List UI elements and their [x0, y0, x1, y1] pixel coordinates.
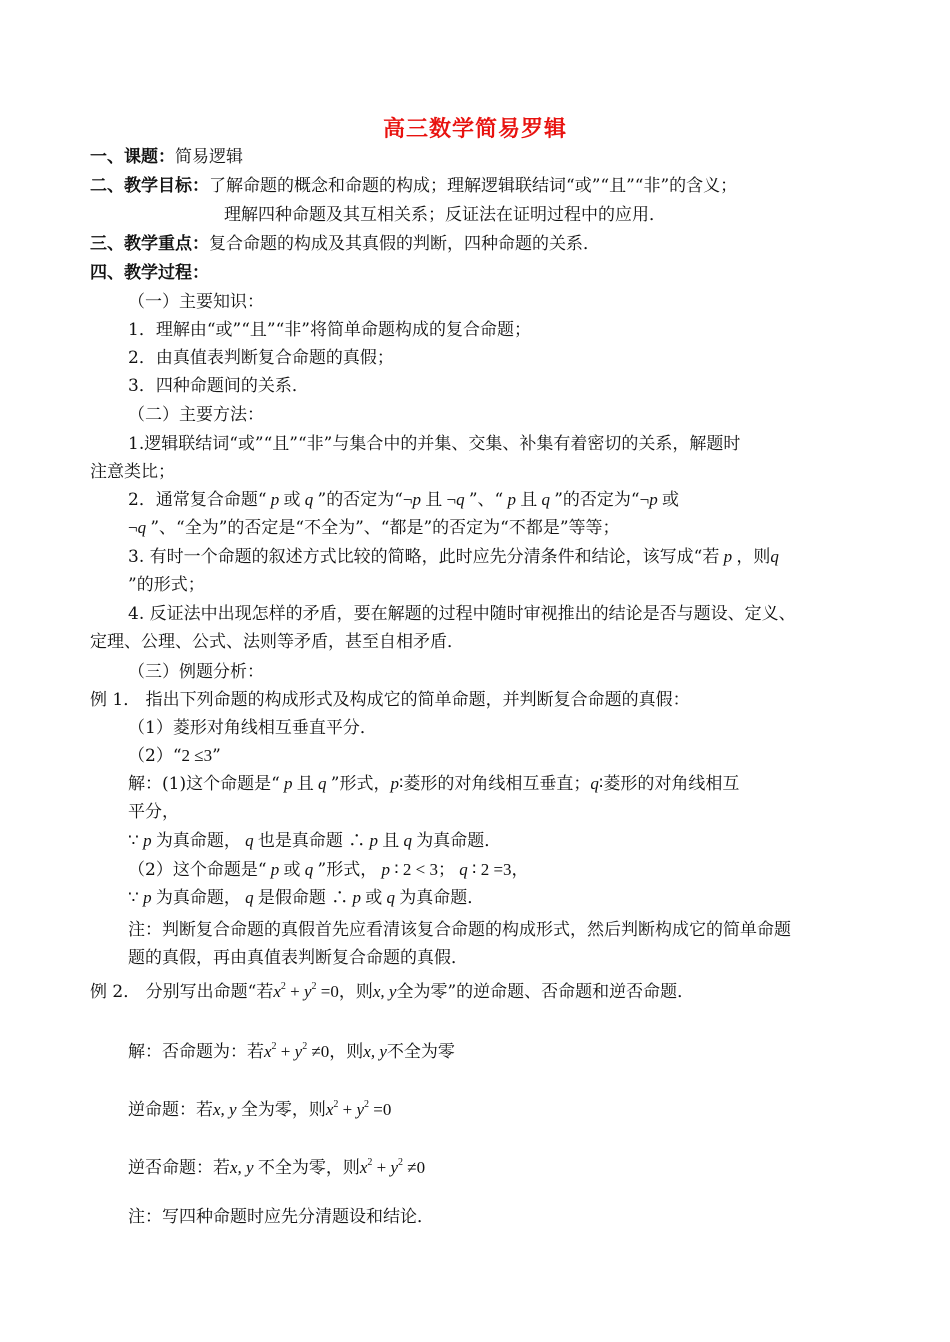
text-run: 且 — [296, 774, 314, 794]
math-expression: $x^2 + y^2 \ne 0$ — [264, 1041, 330, 1061]
text-run: 全为零”的逆命题、否命题和逆否命题． — [396, 982, 695, 1002]
section-label: 二、教学目标： — [90, 176, 209, 196]
section-text: 简易逻辑 — [175, 147, 243, 167]
subheading-methods: （二）主要方法： — [128, 405, 264, 425]
text-run: ， — [511, 860, 529, 880]
method-1-line2: 注意类比； — [90, 462, 175, 482]
math-expression: $x^2 + y^2 =0$ — [273, 981, 339, 1001]
text-run: ”、“全为”的否定是“不全为”、“都是”的否定为“不都是”等等； — [150, 518, 620, 538]
text-run: 2．通常复合命题“ — [128, 490, 267, 510]
text-run: 是假命题 ∴ — [257, 888, 349, 908]
text-run: ，则 — [329, 1042, 364, 1062]
method-3-line2: ”的形式； — [128, 575, 205, 595]
method-2-line2: ¬q ”、“全为”的否定是“不全为”、“都是”的否定为“不都是”等等； — [128, 518, 620, 538]
method-2-line1: 2．通常复合命题“ p 或 q ”的否定为“¬p 且 ¬q ”、“ p 且 q ”的否定为“¬p 或 — [128, 490, 679, 510]
text-run: ” — [212, 746, 221, 766]
method-4-line2: 定理、公理、公式、法则等矛盾，甚至自相矛盾． — [90, 632, 464, 652]
text-run: ，则 — [736, 547, 771, 567]
note-1-line1: 注：判断复合命题的真假首先应看清该复合命题的构成形式，然后判断构成它的简单命题 — [128, 920, 791, 940]
section-text: 了解命题的概念和命题的构成；理解逻辑联结词“或”“且”“非”的含义； — [209, 176, 738, 196]
subheading-knowledge: （一）主要知识： — [128, 292, 264, 312]
text-run: ∶菱形的对角线相互 — [598, 774, 740, 794]
text-run: 为真命题， — [155, 831, 241, 851]
converse-line: 逆命题：若x, y 全为零，则$x^2 + y^2 =0$ — [128, 1099, 392, 1120]
text-run: 解：否命题为：若 — [128, 1042, 264, 1062]
text-run: 且 — [520, 490, 538, 510]
text-run: ”、“ — [468, 490, 504, 510]
text-run: ∶菱形的对角线相互垂直； — [398, 774, 591, 794]
example-1-item-1: （1）菱形对角线相互垂直平分． — [128, 718, 377, 738]
text-run: 为真命题， — [155, 888, 241, 908]
math-expression: $x^2 + y^2 =0$ — [325, 1099, 392, 1119]
text-run: 不全为零，则 — [257, 1158, 360, 1178]
text-run: 解：(1)这个命题是“ — [128, 774, 280, 794]
section-topic — [90, 145, 243, 169]
text-run: ∵ — [128, 831, 139, 851]
text-run: 3. 有时一个命题的叙述方式比较的简略，此时应先分清条件和结论，该写成“若 — [128, 547, 720, 567]
solution-1-line2: 平分， — [128, 802, 179, 822]
section-text: 复合命题的构成及其真假的判断，四种命题的关系． — [209, 234, 600, 254]
note-2: 注：写四种命题时应先分清题设和结论． — [128, 1207, 434, 1227]
text-run: 且 — [425, 490, 443, 510]
section-goals — [90, 174, 737, 198]
section-label: 三、教学重点： — [90, 234, 209, 254]
text-run: （2）“ — [128, 746, 182, 766]
page-title: 高三数学简易罗辑 — [382, 116, 567, 142]
text-run: ”的否定为“ — [554, 490, 640, 510]
text-run: 逆命题：若 — [128, 1100, 213, 1120]
knowledge-item-1: 1．理解由“或”“且”“非”将简单命题构成的复合命题； — [128, 320, 531, 340]
solution-1-line1: 解：(1)这个命题是“ p 且 q ”形式，p∶菱形的对角线相互垂直；q∶菱形的对角线相互 — [128, 774, 740, 794]
text-run: ”形式， — [330, 774, 391, 794]
section-focus — [90, 232, 600, 256]
text-run: 也是真命题 ∴ — [257, 831, 366, 851]
method-4-line1: 4. 反证法中出现怎样的矛盾，要在解题的过程中随时审视推出的结论是否与题设、定义、 — [128, 604, 796, 624]
section-goals-cont: 理解四种命题及其互相关系；反证法在证明过程中的应用． — [224, 205, 666, 225]
text-run: 或 — [283, 490, 301, 510]
text-run: 全为零，则 — [240, 1100, 326, 1120]
knowledge-item-2: 2．由真值表判断复合命题的真假； — [128, 348, 394, 368]
example-2-prompt: 例 2． 分别写出命题“若$x^2 + y^2 =0$，则x, y全为零”的逆命题、否命题和逆否命题． — [90, 981, 695, 1002]
text-run: 或 — [365, 888, 383, 908]
text-run: 逆否命题：若 — [128, 1158, 230, 1178]
text-run: 不全为零 — [386, 1042, 455, 1062]
section-label: 一、课题： — [90, 147, 175, 167]
text-run: ； — [438, 860, 455, 880]
text-run: 为真命题． — [399, 888, 485, 908]
text-run: 或 — [661, 490, 679, 510]
knowledge-item-3: 3．四种命题间的关系． — [128, 376, 309, 396]
text-run: ∶ — [394, 860, 399, 880]
solution-2-line2: ∵ p 为真命题， q 是假命题 ∴ p 或 q 为真命题． — [128, 888, 485, 908]
text-run: ∶ — [472, 860, 477, 880]
method-1-line1: 1.逻辑联结词“或”“且”“非”与集合中的并集、交集、补集有着密切的关系，解题时 — [128, 434, 741, 454]
text-run: 且 — [382, 831, 400, 851]
text-run: ”的否定为“ — [317, 490, 403, 510]
text-run: 为真命题． — [416, 831, 502, 851]
subheading-examples: （三）例题分析： — [128, 662, 264, 682]
method-3-line1: 3. 有时一个命题的叙述方式比较的简略，此时应先分清条件和结论，该写成“若 p ，则q — [128, 547, 779, 567]
text-run: ∵ — [128, 888, 139, 908]
text-run: 例 2． 分别写出命题“若 — [90, 982, 274, 1002]
section-process: 四、教学过程： — [90, 263, 209, 283]
solution-2-line1: （2）这个命题是“ p 或 q ”形式， p ∶ 2 < 3； q ∶ 2 =3， — [128, 860, 529, 880]
text-run: 或 — [283, 860, 301, 880]
solution-1-line3: ∵ p 为真命题， q 也是真命题 ∴ p 且 q 为真命题． — [128, 831, 502, 851]
example-1-prompt: 例 1． 指出下列命题的构成形式及构成它的简单命题，并判断复合命题的真假： — [90, 690, 690, 710]
text-run: ”形式， — [317, 860, 378, 880]
math-expression: $x^2 + y^2 \ne 0$ — [359, 1157, 426, 1177]
math-expression: 2 ≤3 — [181, 746, 213, 765]
negation-line: 解：否命题为：若$x^2 + y^2 \ne 0$，则x, y不全为零 — [128, 1041, 455, 1062]
example-1-item-2 — [128, 744, 221, 768]
note-1-line2: 题的真假，再由真值表判断复合命题的真假． — [128, 948, 468, 968]
text-run: （2）这个命题是“ — [128, 860, 267, 880]
contrapositive-line: 逆否命题：若x, y 不全为零，则$x^2 + y^2 \ne 0$ — [128, 1157, 426, 1178]
text-run: ，则 — [338, 982, 373, 1002]
